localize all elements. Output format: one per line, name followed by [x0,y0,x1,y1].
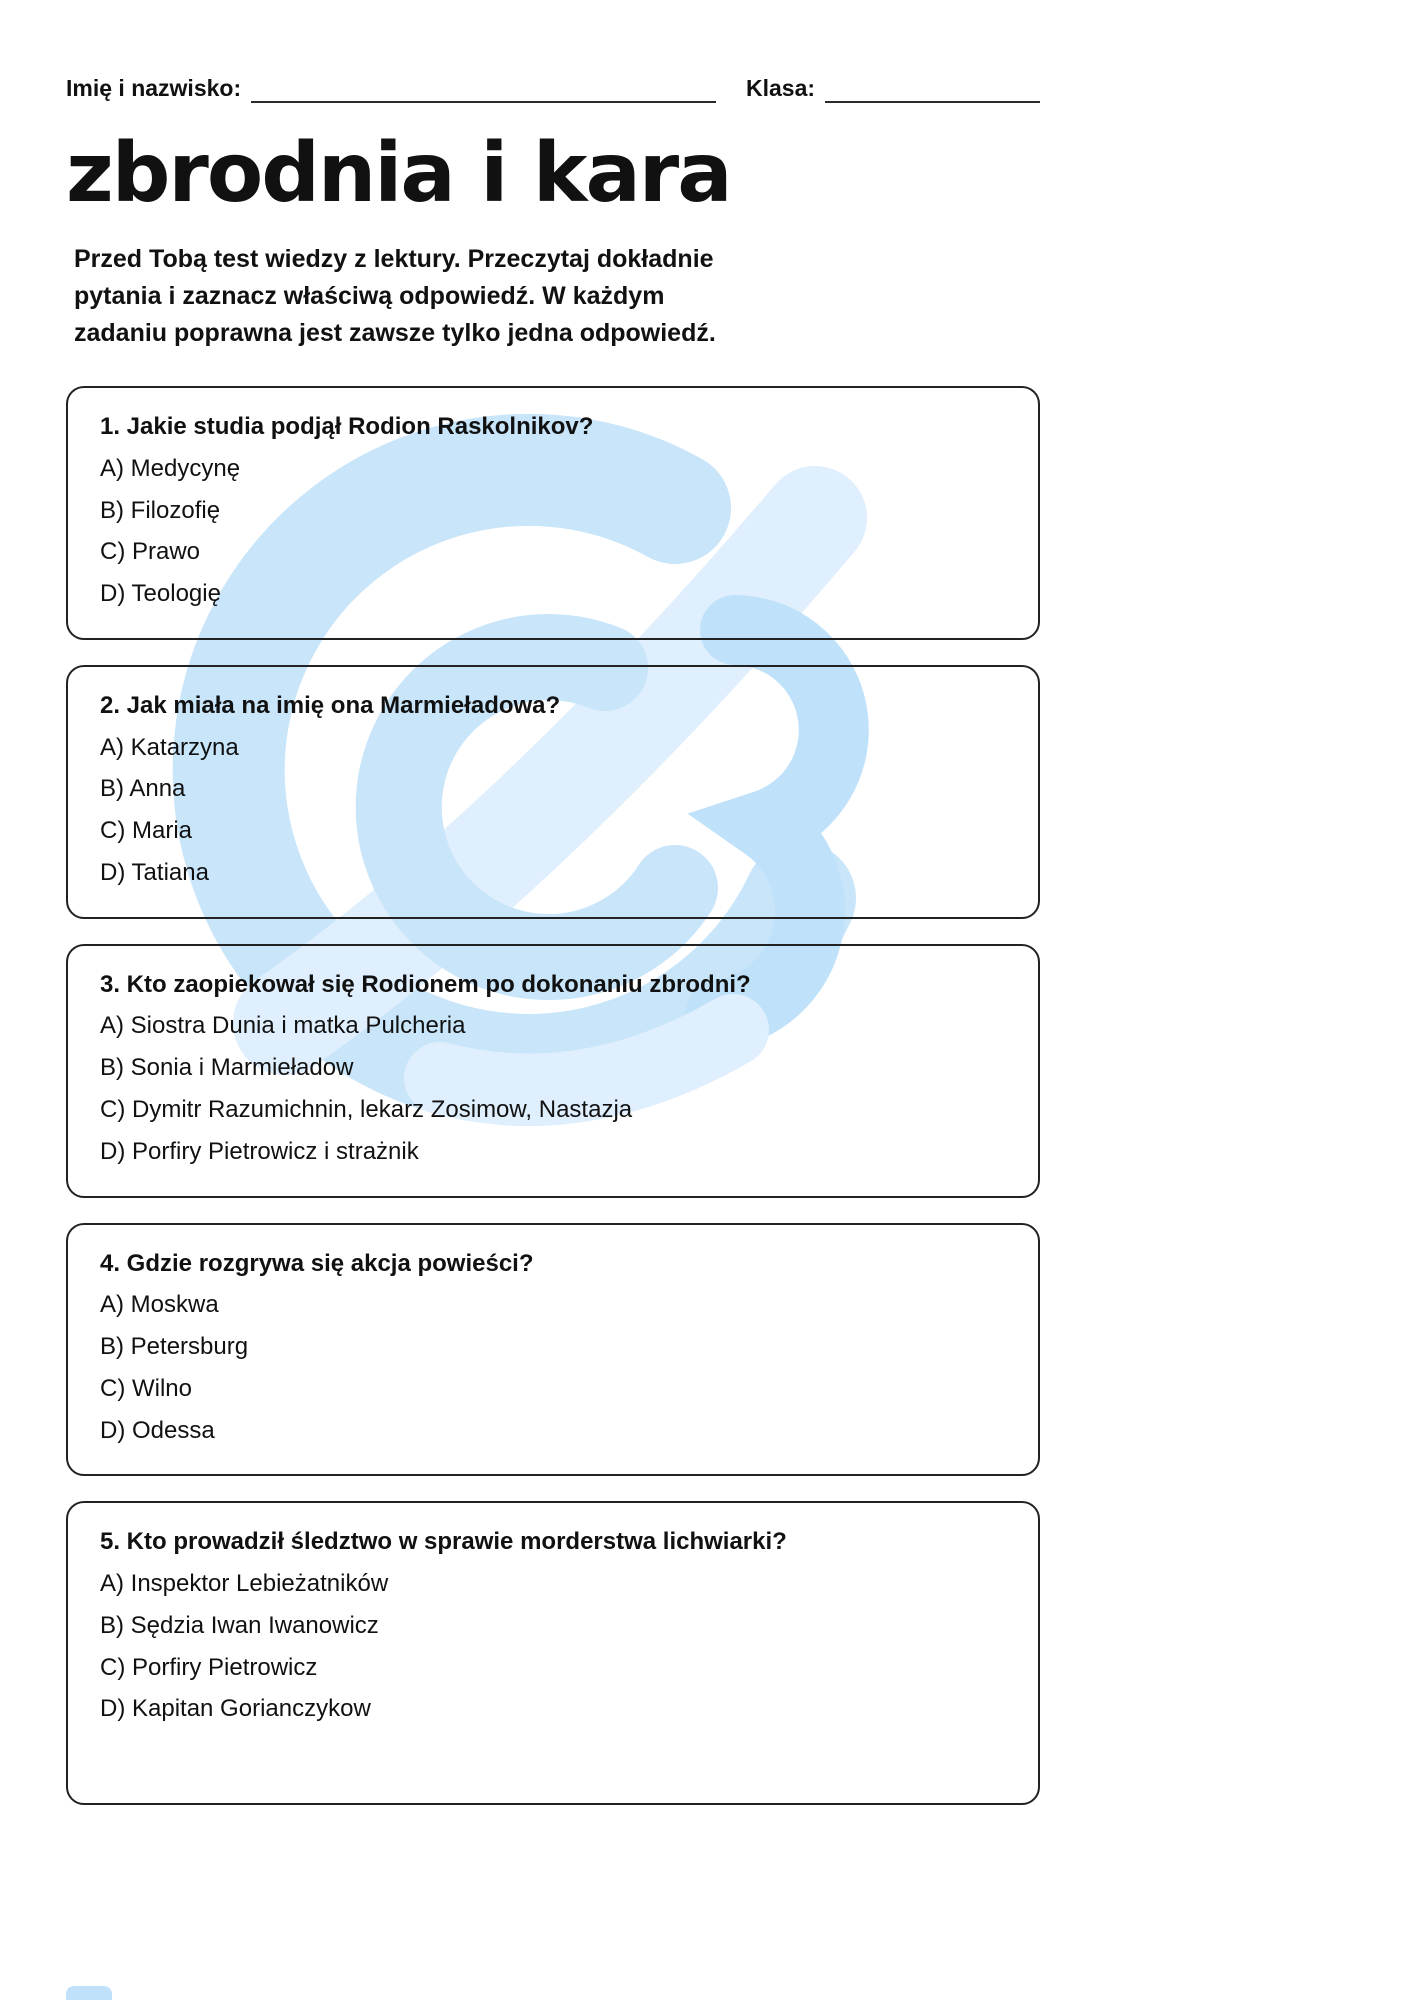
question-1-option-a: A) Medycynę [100,454,241,482]
class-fill-line [825,75,1040,103]
question-3-option-d: D) Porfiry Pietrowicz i strażnik [100,1137,419,1165]
question-3-option-a: A) Siostra Dunia i matka Pulcheria [100,1012,466,1040]
question-box-2 [66,665,1040,919]
question-2-option-a: A) Katarzyna [100,733,239,761]
question-1-title: 1. Jakie studia podjął Rodion Raskolnikov? [100,413,594,441]
question-1-option-c: C) Prawo [100,538,201,566]
question-4-title: 4. Gdzie rozgrywa się akcja powieści? [100,1249,534,1277]
question-4-option-b: B) Petersburg [100,1332,249,1360]
question-2-option-d: D) Tatiana [100,858,209,886]
name-field [66,75,716,103]
question-box-4 [66,1223,1040,1477]
question-5-title: 5. Kto prowadził śledztwo w sprawie morderstwa lichwiarki? [100,1528,787,1556]
page-title: zbrodnia i kara [66,126,731,221]
question-1-option-d: D) Teologię [100,580,221,608]
question-4-option-d: D) Odessa [100,1416,215,1444]
question-4-option-a: A) Moskwa [100,1291,219,1319]
question-3-title: 3. Kto zaopiekował się Rodionem po dokonaniu zbrodni? [100,970,751,998]
question-3-option-b: B) Sonia i Marmieładow [100,1054,354,1082]
question-5-option-d: D) Kapitan Gorianczykow [100,1695,371,1723]
question-box-3 [66,944,1040,1198]
instructions-text: Przed Tobą test wiedzy z lektury. Przeczytaj dokładnie pytania i zaznacz właściwą odpowiedź. W każdym zadaniu poprawna jest zawsze tylko jedna odpowiedź. [74,245,716,348]
question-2-option-c: C) Maria [100,817,193,845]
name-label: Imię i nazwisko: [66,75,242,102]
question-5-option-b: B) Sędzia Iwan Iwanowicz [100,1611,379,1639]
question-5-option-a: A) Inspektor Lebieżatników [100,1569,389,1597]
page-bottom-decoration [66,1986,112,2000]
class-label: Klasa: [746,75,816,102]
question-3-option-c: C) Dymitr Razumichnin, lekarz Zosimow, Nastazja [100,1095,633,1123]
header [66,75,1040,103]
question-1-option-b: B) Filozofię [100,496,221,524]
question-5-option-c: C) Porfiry Pietrowicz [100,1653,318,1681]
question-4-option-c: C) Wilno [100,1374,193,1402]
name-fill-line [251,75,716,103]
question-2-title: 2. Jak miała na imię ona Marmieładowa? [100,691,561,719]
question-box-5 [66,1501,1040,1805]
question-2-option-b: B) Anna [100,775,186,803]
class-field [746,75,1040,103]
question-box-1 [66,386,1040,640]
